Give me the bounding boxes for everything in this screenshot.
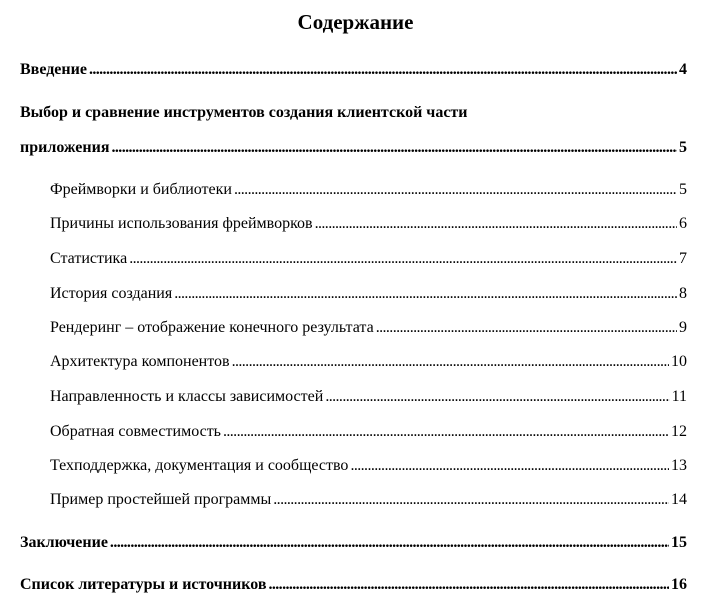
toc-entry-page: 6	[679, 215, 687, 232]
toc-entry-introduction[interactable]	[20, 58, 687, 82]
toc-entry-label: Обратная совместимость	[50, 423, 221, 440]
toc-subentry-support[interactable]	[50, 454, 687, 478]
toc-entry-label-line2: приложения	[20, 139, 110, 156]
toc-entry-label: Заключение	[20, 534, 108, 551]
toc-entry-conclusion[interactable]	[20, 531, 687, 555]
toc-entry-page: 13	[671, 457, 687, 474]
dot-leader	[223, 420, 669, 444]
toc-entry-label: Причины использования фреймворков	[50, 215, 313, 232]
toc-subentry-dependencies[interactable]	[50, 385, 687, 409]
dot-leader	[129, 247, 677, 271]
toc-subentry-compatibility[interactable]	[50, 420, 687, 444]
toc-entry-page: 10	[671, 353, 687, 370]
dot-leader	[350, 454, 669, 478]
toc-entry-page: 4	[679, 61, 687, 78]
toc-entry-label: Рендеринг – отображение конечного результата	[50, 319, 374, 336]
dot-leader	[234, 178, 677, 202]
dot-leader	[89, 58, 677, 82]
toc-entry-page: 11	[671, 388, 687, 405]
toc-entry-label: Статистика	[50, 250, 128, 267]
toc-subentry-rendering[interactable]	[50, 316, 687, 340]
toc-entry-page: 12	[671, 423, 687, 440]
toc-subentry-example[interactable]	[50, 488, 687, 512]
toc-entry-page: 5	[679, 139, 687, 156]
dot-leader	[174, 282, 677, 306]
dot-leader	[112, 136, 678, 160]
toc-title: Содержание	[297, 10, 414, 34]
toc-entry-label: Направленность и классы зависимостей	[50, 388, 324, 405]
dot-leader	[273, 488, 669, 512]
toc-entry-tools-comparison[interactable]	[20, 136, 687, 160]
dot-leader	[325, 385, 669, 409]
toc-entry-references[interactable]	[20, 573, 687, 597]
toc-subentry-history[interactable]	[50, 282, 687, 306]
toc-entry-label: Техподдержка, документация и сообщество	[50, 457, 349, 474]
dot-leader	[268, 573, 669, 597]
toc-entry-page: 5	[679, 181, 687, 198]
dot-leader	[232, 350, 669, 374]
toc-entry-label: Архитектура компонентов	[50, 353, 230, 370]
toc-subentry-statistics[interactable]	[50, 247, 687, 271]
dot-leader	[376, 316, 677, 340]
toc-entry-page: 8	[679, 285, 687, 302]
toc-entry-label: Введение	[20, 61, 87, 78]
toc-entry-page: 14	[671, 491, 687, 508]
toc-entry-label: Фреймворки и библиотеки	[50, 181, 232, 198]
toc-entry-label: Список литературы и источников	[20, 576, 267, 593]
toc-entry-page: 16	[671, 576, 687, 593]
dot-leader	[315, 212, 677, 236]
toc-entry-label: Пример простейшей программы	[50, 491, 272, 508]
toc-entry-label-line1[interactable]: Выбор и сравнение инструментов создания клиентской части	[20, 104, 468, 121]
toc-subentry-frameworks[interactable]	[50, 178, 687, 202]
toc-subentry-reasons[interactable]	[50, 212, 687, 236]
toc-entry-label: История создания	[50, 285, 173, 302]
toc-entry-page: 15	[671, 534, 687, 551]
dot-leader	[110, 531, 669, 555]
toc-entry-page: 7	[679, 250, 687, 267]
toc-entry-page: 9	[679, 319, 687, 336]
toc-subentry-architecture[interactable]	[50, 350, 687, 374]
